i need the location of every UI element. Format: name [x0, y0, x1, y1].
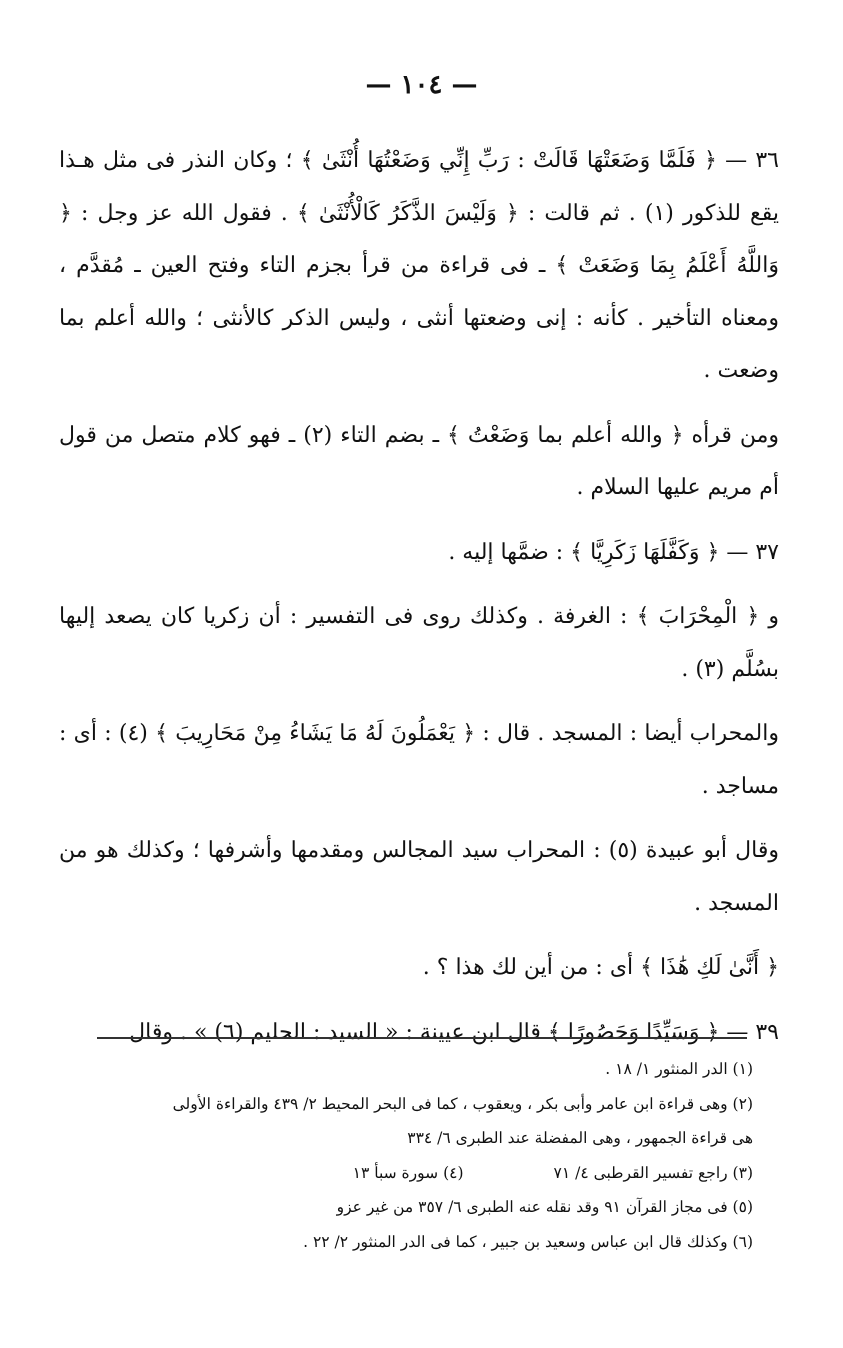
- footnote-1: (١) الدر المنثور ١/ ١٨ .: [605, 1060, 753, 1078]
- paragraph-verse-37: ٣٧ — ﴿ وَكَفَّلَهَا زَكَرِيَّا ﴾ : ضمَّها إليه .: [448, 539, 779, 565]
- paragraph-mihrab: و ﴿ الْمِحْرَابَ ﴾ : الغرفة . وكذلك روى فى التفسير : أن زكريا كان يصعد إليها بسُلَّم (٣) .: [59, 604, 779, 682]
- paragraph-verse-36: ٣٦ — ﴿ فَلَمَّا وَضَعَتْهَا قَالَتْ : رَبِّ إِنِّي وَضَعْتُهَا أُنْثَىٰ ﴾ ؛ وكان النذر فى مثل هـذا يقع للذكور (١) . ثم قالت : ﴿ وَلَيْسَ الذَّكَرُ كَالْأُنْثَىٰ ﴾ . فقول الله عز وجل : ﴿ وَاللَّهُ أَعْلَمُ بِمَا وَضَعَتْ ﴾ ـ فى قراءة من قرأ بجزم التاء وفتح العين ـ مُقدَّم ، ومعناه التأخير . كأنه : إنى وضعتها أنثى ، وليس الذكر كالأنثى ؛ والله أعلم بما وضعت .: [59, 148, 779, 383]
- footnote-5: (٥) فى مجاز القرآن ٩١ وقد نقله عنه الطبرى ٦/ ٣٥٧ من غير عزو: [336, 1198, 753, 1216]
- footnote-4: (٤) سورة سبأ ١٣: [352, 1163, 464, 1182]
- footnote-6: (٦) وكذلك قال ابن عباس وسعيد بن جبير ، كما فى الدر المنثور ٢/ ٢٢ .: [303, 1232, 753, 1251]
- paragraph-abu-ubayda: وقال أبو عبيدة (٥) : المحراب سيد المجالس ومقدمها وأشرفها ؛ وكذلك هو من المسجد .: [59, 838, 779, 916]
- footnote-divider: [97, 1037, 747, 1039]
- paragraph-anna-laki: ﴿ أَنَّىٰ لَكِ هَٰذَا ﴾ أى : من أين لك هذا ؟ .: [422, 955, 779, 980]
- paragraph-mihrab-masjid: والمحراب أيضا : المسجد . قال : ﴿ يَعْمَلُونَ لَهُ مَا يَشَاءُ مِنْ مَحَارِيبَ ﴾ (٤) : أى : مساجد .: [59, 721, 779, 799]
- main-text: [59, 135, 779, 1071]
- paragraph-verse-39: ٣٩ — ﴿ وَسَيِّدًا وَحَصُورًا ﴾ قال ابن عيينة : « السيد : الحليم (٦) » . وقال: [129, 1019, 779, 1045]
- page-number: — ١٠٤ —: [365, 70, 478, 100]
- footnotes: [63, 1052, 753, 1259]
- footnote-3: (٣) راجع تفسير القرطبى ٤/ ٧١: [553, 1163, 753, 1182]
- paragraph-reading-damm: ومن قرأه ﴿ والله أعلم بما وَضَعْتُ ﴾ ـ بضم التاء (٢) ـ فهو كلام متصل من قول أم مريم عليها السلام .: [59, 422, 779, 500]
- footnote-row-3-4: [63, 1156, 753, 1191]
- footnote-2: (٢) وهى قراءة ابن عامر وأبى بكر ، ويعقوب ، كما فى البحر المحيط ٢/ ٤٣٩ والقراءة الأولى: [172, 1094, 753, 1113]
- footnote-2-continued: هى قراءة الجمهور ، وهى المفضلة عند الطبرى ٦/ ٣٣٤: [407, 1129, 753, 1147]
